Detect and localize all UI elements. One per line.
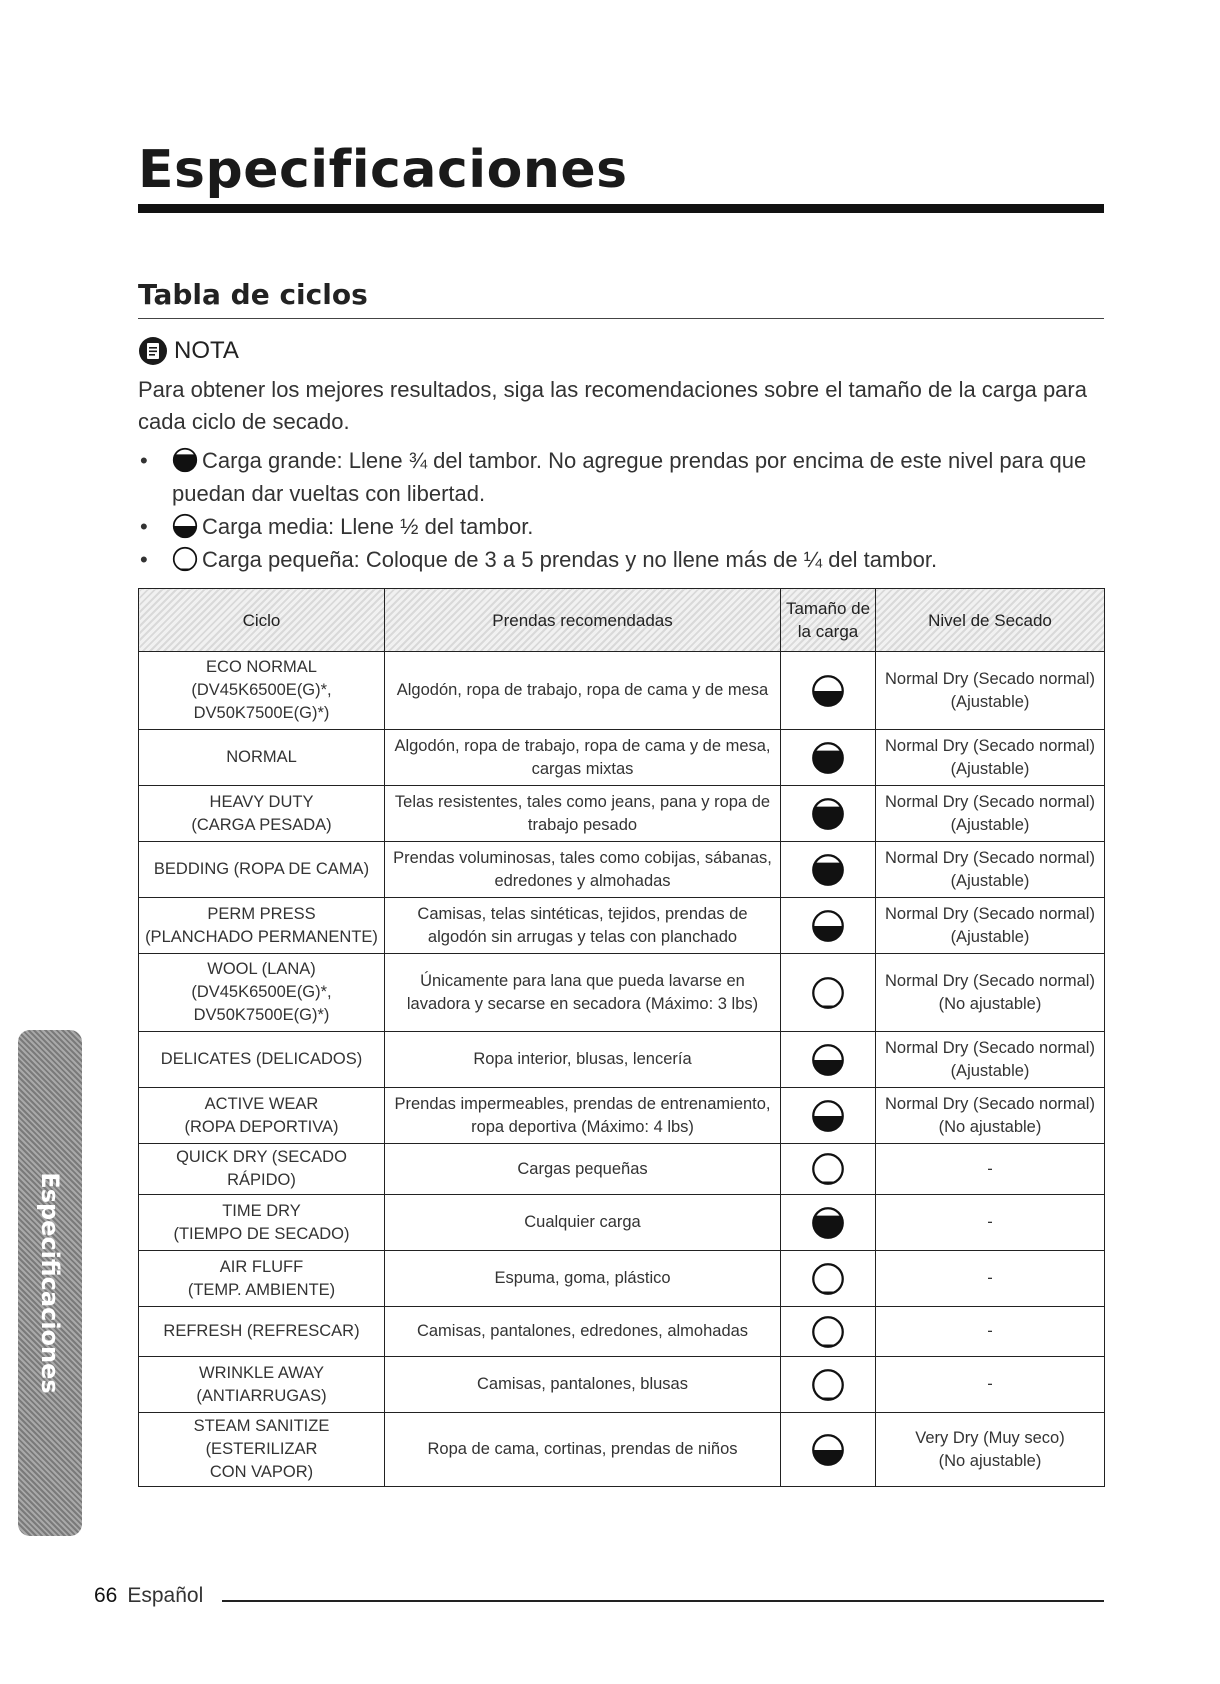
dry-level-line: -: [987, 1159, 993, 1178]
load-size-cell: [781, 1088, 876, 1144]
dry-level-line: (Ajustable): [950, 1061, 1030, 1080]
load-large-icon: [811, 797, 845, 831]
dry-level-cell: [876, 786, 1105, 842]
cycle-name-line: AIR FLUFF: [219, 1257, 304, 1276]
dry-level-cell: [876, 730, 1105, 786]
recommended-items-cell: Prendas voluminosas, tales como cobijas, sábanas, edredones y almohadas: [385, 842, 781, 898]
table-row: [139, 1251, 1105, 1307]
table-row: [139, 1088, 1105, 1144]
side-tab: [18, 1030, 82, 1536]
load-size-cell: [781, 1413, 876, 1487]
bullet-large-text: Carga grande: Llene ¾ del tambor. No agregue prendas por encima de este nivel para que puedan dar vueltas con libertad.: [172, 448, 1087, 506]
page-number: 66: [94, 1584, 118, 1607]
cycle-name-cell: [139, 786, 385, 842]
table-row: [139, 786, 1105, 842]
load-small-icon: [811, 1262, 845, 1296]
bullet-dot: •: [140, 547, 148, 572]
load-size-cell: [781, 1307, 876, 1357]
load-large-icon: [811, 853, 845, 887]
recommended-items-cell: Telas resistentes, tales como jeans, pana y ropa de trabajo pesado: [385, 786, 781, 842]
cycle-name-line: PERM PRESS: [207, 904, 316, 923]
dry-level-line: Normal Dry (Secado normal): [885, 971, 1095, 990]
cycle-name-line: HEAVY DUTY: [209, 792, 314, 811]
table-row: [139, 898, 1105, 954]
dry-level-cell: [876, 1307, 1105, 1357]
note-heading-text: NOTA: [174, 337, 239, 364]
cycle-name-line: (TEMP. AMBIENTE): [187, 1280, 336, 1299]
table-header-row: [139, 589, 1105, 652]
cycle-name-line: BEDDING (ROPA DE CAMA): [153, 860, 370, 878]
dry-level-line: -: [987, 1213, 993, 1231]
dry-level-line: (No ajustable): [938, 1117, 1042, 1136]
cycle-name-line: WRINKLE AWAY: [199, 1363, 324, 1382]
note-heading: [138, 336, 239, 366]
bullet-dot: •: [140, 514, 148, 539]
load-size-cell: [781, 954, 876, 1032]
table-row: [139, 1413, 1105, 1487]
title-rule: [138, 204, 1104, 213]
cycle-name-line: REFRESH (REFRESCAR): [163, 1322, 360, 1340]
table-row: [139, 954, 1105, 1032]
cycle-name-line: (TIEMPO DE SECADO): [173, 1224, 350, 1243]
cycle-name-line: DELICATES (DELICADOS): [160, 1050, 363, 1068]
cycle-name-cell: [139, 1032, 385, 1088]
bullet-large-load: [138, 444, 1098, 510]
cycle-name-line: (ROPA DEPORTIVA): [184, 1117, 339, 1136]
cycle-name-line: CON VAPOR): [209, 1463, 314, 1481]
load-size-cell: [781, 652, 876, 730]
cycle-name-line: NORMAL: [226, 748, 297, 766]
load-small-icon: [172, 546, 198, 572]
header-items: Prendas recomendadas: [385, 589, 781, 652]
cycle-name-cell: [139, 1144, 385, 1195]
load-medium-icon: [811, 1043, 845, 1077]
dry-level-cell: [876, 652, 1105, 730]
bullet-small-text: Carga pequeña: Coloque de 3 a 5 prendas y no llene más de ¼ del tambor.: [202, 547, 938, 572]
recommended-items-cell: Prendas impermeables, prendas de entrenamiento, ropa deportiva (Máximo: 4 lbs): [385, 1088, 781, 1144]
load-size-cell: [781, 786, 876, 842]
recommended-items-cell: Algodón, ropa de trabajo, ropa de cama y de mesa: [385, 652, 781, 730]
cycle-name-cell: [139, 730, 385, 786]
load-medium-icon: [172, 513, 198, 539]
header-cycle: Ciclo: [139, 589, 385, 652]
recommended-items-cell: Cualquier carga: [385, 1195, 781, 1251]
dry-level-cell: [876, 1251, 1105, 1307]
dry-level-line: Normal Dry (Secado normal): [885, 1094, 1095, 1113]
load-large-icon: [811, 741, 845, 775]
cycle-name-cell: [139, 954, 385, 1032]
bullet-medium-text: Carga media: Llene ½ del tambor.: [202, 514, 534, 539]
load-size-cell: [781, 1357, 876, 1413]
recommended-items-cell: Camisas, pantalones, blusas: [385, 1357, 781, 1413]
dry-level-cell: [876, 898, 1105, 954]
load-small-icon: [811, 1315, 845, 1349]
dry-level-cell: [876, 1195, 1105, 1251]
cycle-name-line: WOOL (LANA): [207, 960, 316, 978]
load-large-icon: [172, 447, 198, 473]
note-bullets: [138, 444, 1098, 576]
cycle-name-cell: [139, 1251, 385, 1307]
cycle-name-cell: [139, 1195, 385, 1251]
dry-level-line: Normal Dry (Secado normal): [885, 904, 1095, 923]
cycle-name-cell: [139, 898, 385, 954]
cycle-name-line: DV50K7500E(G)*): [193, 1006, 330, 1024]
cycle-table: [138, 588, 1105, 1487]
cycle-name-cell: [139, 652, 385, 730]
recommended-items-cell: Camisas, telas sintéticas, tejidos, prendas de algodón sin arrugas y telas con planchado: [385, 898, 781, 954]
dry-level-line: Normal Dry (Secado normal): [885, 792, 1095, 811]
side-tab-label: Especificaciones: [36, 1172, 64, 1394]
note-icon: [138, 336, 168, 366]
load-small-icon: [811, 1368, 845, 1402]
recommended-items-cell: Ropa de cama, cortinas, prendas de niños: [385, 1413, 781, 1487]
dry-level-line: Very Dry (Muy seco): [915, 1428, 1065, 1447]
load-size-cell: [781, 1195, 876, 1251]
load-size-cell: [781, 842, 876, 898]
cycle-name-line: TIME DRY: [222, 1201, 301, 1220]
load-medium-icon: [811, 909, 845, 943]
load-medium-icon: [811, 1099, 845, 1133]
table-row: [139, 1144, 1105, 1195]
dry-level-line: Normal Dry (Secado normal): [885, 1038, 1095, 1057]
cycle-name-cell: [139, 1088, 385, 1144]
bullet-dot: •: [140, 448, 148, 473]
cycle-name-cell: [139, 1357, 385, 1413]
load-size-cell: [781, 1144, 876, 1195]
recommended-items-cell: Algodón, ropa de trabajo, ropa de cama y de mesa, cargas mixtas: [385, 730, 781, 786]
recommended-items-cell: Camisas, pantalones, edredones, almohadas: [385, 1307, 781, 1357]
dry-level-line: (Ajustable): [950, 759, 1030, 778]
cycle-name-cell: [139, 842, 385, 898]
load-size-cell: [781, 898, 876, 954]
table-row: [139, 652, 1105, 730]
dry-level-cell: [876, 1088, 1105, 1144]
load-small-icon: [811, 1152, 845, 1186]
dry-level-cell: [876, 1357, 1105, 1413]
dry-level-cell: [876, 954, 1105, 1032]
footer-rule: [222, 1600, 1104, 1602]
load-size-cell: [781, 1032, 876, 1088]
dry-level-line: -: [987, 1322, 993, 1340]
table-row: [139, 1195, 1105, 1251]
recommended-items-cell: Ropa interior, blusas, lencería: [385, 1032, 781, 1088]
dry-level-line: -: [987, 1375, 993, 1393]
cycle-name-line: DV50K7500E(G)*): [193, 704, 330, 722]
cycle-name-line: (DV45K6500E(G)*,: [191, 681, 332, 699]
page-title: Especificaciones: [138, 140, 628, 200]
dry-level-line: (No ajustable): [938, 1451, 1042, 1470]
cycle-name-line: (DV45K6500E(G)*,: [191, 983, 332, 1001]
table-row: [139, 1307, 1105, 1357]
load-medium-icon: [811, 1433, 845, 1467]
load-size-cell: [781, 730, 876, 786]
dry-level-line: (Ajustable): [950, 815, 1030, 834]
dry-level-cell: [876, 1032, 1105, 1088]
table-row: [139, 730, 1105, 786]
dry-level-line: (Ajustable): [950, 927, 1030, 946]
dry-level-line: -: [987, 1269, 993, 1287]
recommended-items-cell: Únicamente para lana que pueda lavarse en lavadora y secarse en secadora (Máximo: 3 lbs): [385, 954, 781, 1032]
bullet-medium-load: [138, 510, 1098, 543]
dry-level-cell: [876, 842, 1105, 898]
dry-level-line: Normal Dry (Secado normal): [885, 669, 1095, 688]
load-medium-icon: [811, 674, 845, 708]
dry-level-line: Normal Dry (Secado normal): [885, 736, 1095, 755]
load-large-icon: [811, 1206, 845, 1240]
footer-language: Español: [127, 1584, 204, 1607]
dry-level-cell: [876, 1413, 1105, 1487]
load-size-cell: [781, 1251, 876, 1307]
footer: [94, 1584, 203, 1608]
note-body: Para obtener los mejores resultados, siga las recomendaciones sobre el tamaño de la carga para cada ciclo de secado.: [138, 377, 1087, 434]
cycle-name-line: ECO NORMAL: [206, 658, 317, 676]
table-row: [139, 1032, 1105, 1088]
bullet-small-load: [138, 543, 1098, 576]
header-load: Tamaño de la carga: [781, 589, 876, 652]
table-row: [139, 842, 1105, 898]
cycle-name-cell: [139, 1307, 385, 1357]
cycle-name-line: STEAM SANITIZE (ESTERILIZAR: [193, 1417, 330, 1458]
dry-level-cell: [876, 1144, 1105, 1195]
header-dry-level: Nivel de Secado: [876, 589, 1105, 652]
dry-level-line: (Ajustable): [950, 871, 1030, 890]
dry-level-line: (No ajustable): [938, 994, 1042, 1013]
recommended-items-cell: Espuma, goma, plástico: [385, 1251, 781, 1307]
cycle-name-line: (PLANCHADO PERMANENTE): [145, 927, 378, 946]
section-rule: [138, 318, 1104, 319]
cycle-name-line: (ANTIARRUGAS): [196, 1386, 327, 1405]
dry-level-line: Normal Dry (Secado normal): [885, 848, 1095, 867]
table-row: [139, 1357, 1105, 1413]
cycle-name-line: ACTIVE WEAR: [204, 1094, 319, 1113]
recommended-items-cell: Cargas pequeñas: [385, 1144, 781, 1195]
cycle-name-line: (CARGA PESADA): [191, 815, 332, 834]
dry-level-line: (Ajustable): [950, 692, 1030, 711]
load-small-icon: [811, 976, 845, 1010]
cycle-name-line: QUICK DRY (SECADO RÁPIDO): [176, 1148, 347, 1189]
section-title: Tabla de ciclos: [138, 278, 368, 311]
cycle-name-cell: [139, 1413, 385, 1487]
